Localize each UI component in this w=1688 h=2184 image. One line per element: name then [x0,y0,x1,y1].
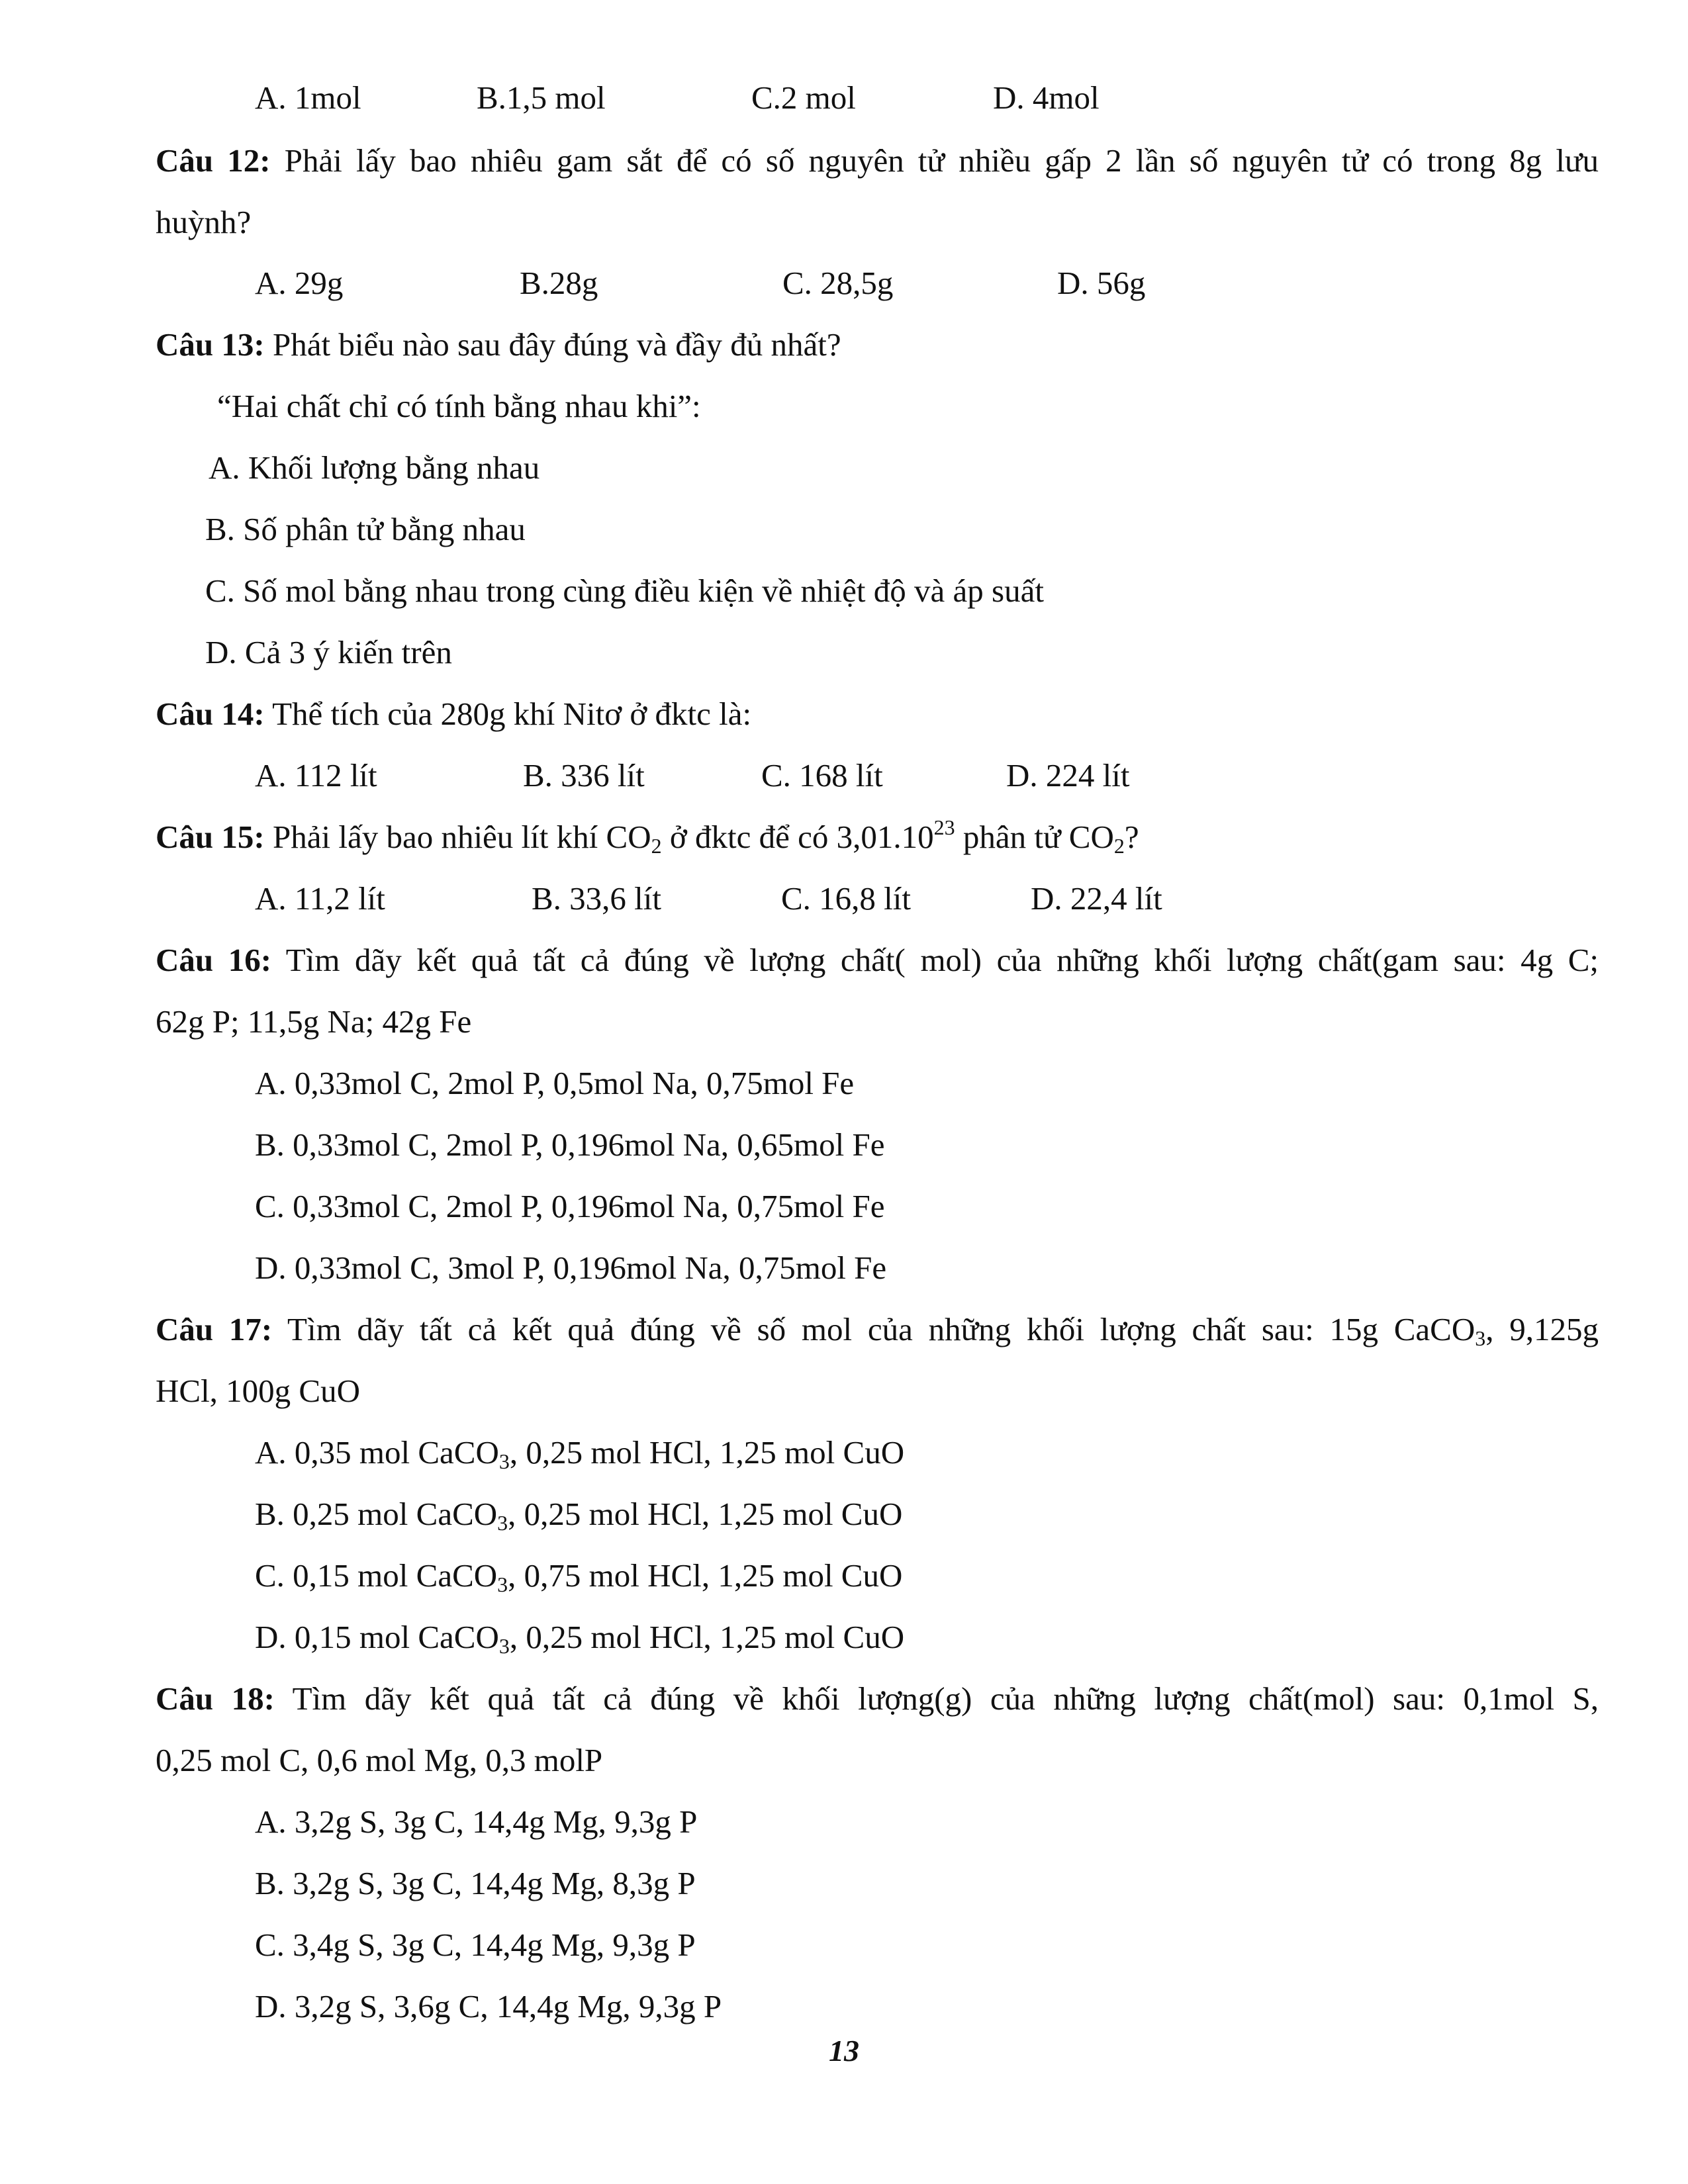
q13-label: Câu 13: [156,326,265,363]
q18-option-a: A. 3,2g S, 3g C, 14,4g Mg, 9,3g P [255,1803,698,1840]
q16-option-a: A. 0,33mol C, 2mol P, 0,5mol Na, 0,75mol Fe [255,1065,855,1101]
q18-option-c: C. 3,4g S, 3g C, 14,4g Mg, 9,3g P [255,1927,696,1963]
q14-options [255,756,1446,796]
q17-option-d: D. 0,15 mol CaCO$_3$, 0,25 mol HCl, 1,25 mol CuO [255,1619,905,1658]
q14-option-c: C. 168 lít [761,757,883,794]
q18-option-d: D. 3,2g S, 3,6g C, 14,4g Mg, 9,3g P [255,1988,722,2025]
q18-option-b: B. 3,2g S, 3g C, 14,4g Mg, 8,3g P [255,1865,696,1901]
q12-stem-line1: Câu 12: Phải lấy bao nhiêu gam sắt để có số nguyên tử nhiều gấp 2 lần số nguyên tử có trong 8g lưu [156,142,1599,179]
q14-option-a: A. 112 lít [255,757,377,794]
q15-option-d: D. 22,4 lít [1031,880,1162,917]
q17-option-b: B. 0,25 mol CaCO$_3$, 0,25 mol HCl, 1,25 mol CuO [255,1496,903,1535]
q16-stem-line2: 62g P; 11,5g Na; 42g Fe [156,1003,472,1040]
q16-stem-line1: Câu 16: Tìm dãy kết quả tất cả đúng về lượng chất( mol) của những khối lượng chất(gam sau: 4g C; [156,942,1599,978]
q17-stem-line2: HCl, 100g CuO [156,1373,361,1409]
q18-stem-line2: 0,25 mol C, 0,6 mol Mg, 0,3 molP [156,1742,603,1778]
q15-stem: Câu 15: Phải lấy bao nhiêu lít khí $CO_2$ ở đktc để có 3,01.10$^{23}$ phân tử $CO_2$? [156,815,1139,858]
q11-option-d: D. 4mol [993,79,1100,116]
q14-label: Câu 14: [156,696,265,732]
q12-label: Câu 12: [156,142,271,179]
q15-option-b: B. 33,6 lít [532,880,662,917]
q16-label: Câu 16: [156,942,272,978]
q11-option-c: C.2 mol [751,79,856,116]
q15-options [255,879,1446,919]
q13-stem: Câu 13: Phát biểu nào sau đây đúng và đầy đủ nhất? [156,326,841,363]
q13-option-b: B. Số phân tử bằng nhau [205,511,526,547]
q13-option-a: A. Khối lượng bằng nhau [209,449,540,486]
q12-option-a: A. 29g [255,265,344,301]
q17-stem-line1: Câu 17: Tìm dãy tất cả kết quả đúng về số mol của những khối lượng chất sau: 15g CaCO$_3$, 9,125g [156,1311,1599,1350]
q18-stem-line1: Câu 18: Tìm dãy kết quả tất cả đúng về khối lượng(g) của những lượng chất(mol) sau: 0,1mol S, [156,1680,1599,1717]
q16-option-d: D. 0,33mol C, 3mol P, 0,196mol Na, 0,75mol Fe [255,1250,887,1286]
q12-option-c: C. 28,5g [782,265,894,301]
q17-label: Câu 17: [156,1311,273,1347]
q15-option-c: C. 16,8 lít [781,880,912,917]
q16-option-b: B. 0,33mol C, 2mol P, 0,196mol Na, 0,65mol Fe [255,1126,885,1163]
q16-option-c: C. 0,33mol C, 2mol P, 0,196mol Na, 0,75mol Fe [255,1188,885,1224]
q18-label: Câu 18: [156,1680,275,1717]
q13-option-c: C. Số mol bằng nhau trong cùng điều kiện về nhiệt độ và áp suất [205,572,1044,609]
q15-label: Câu 15: [156,819,265,855]
q14-option-d: D. 224 lít [1006,757,1130,794]
q11-option-b: B.1,5 mol [477,79,606,116]
q17-option-a: A. 0,35 mol CaCO$_3$, 0,25 mol HCl, 1,25 mol CuO [255,1434,905,1473]
q12-options [255,263,1446,303]
q14-stem: Câu 14: Thể tích của 280g khí Nitơ ở đktc là: [156,696,752,732]
q12-option-b: B.28g [520,265,598,301]
q11-option-a: A. 1mol [255,79,361,116]
q13-option-d: D. Cả 3 ý kiến trên [205,634,452,670]
page-number: 13 [829,2034,859,2068]
q17-option-c: C. 0,15 mol CaCO$_3$, 0,75 mol HCl, 1,25 mol CuO [255,1557,903,1596]
q12-option-d: D. 56g [1057,265,1146,301]
q14-option-b: B. 336 lít [523,757,645,794]
q13-quote: “Hai chất chỉ có tính bằng nhau khi”: [217,388,701,424]
q12-stem-line2: huỳnh? [156,204,252,240]
q15-option-a: A. 11,2 lít [255,880,385,917]
q11-options [255,78,1446,118]
